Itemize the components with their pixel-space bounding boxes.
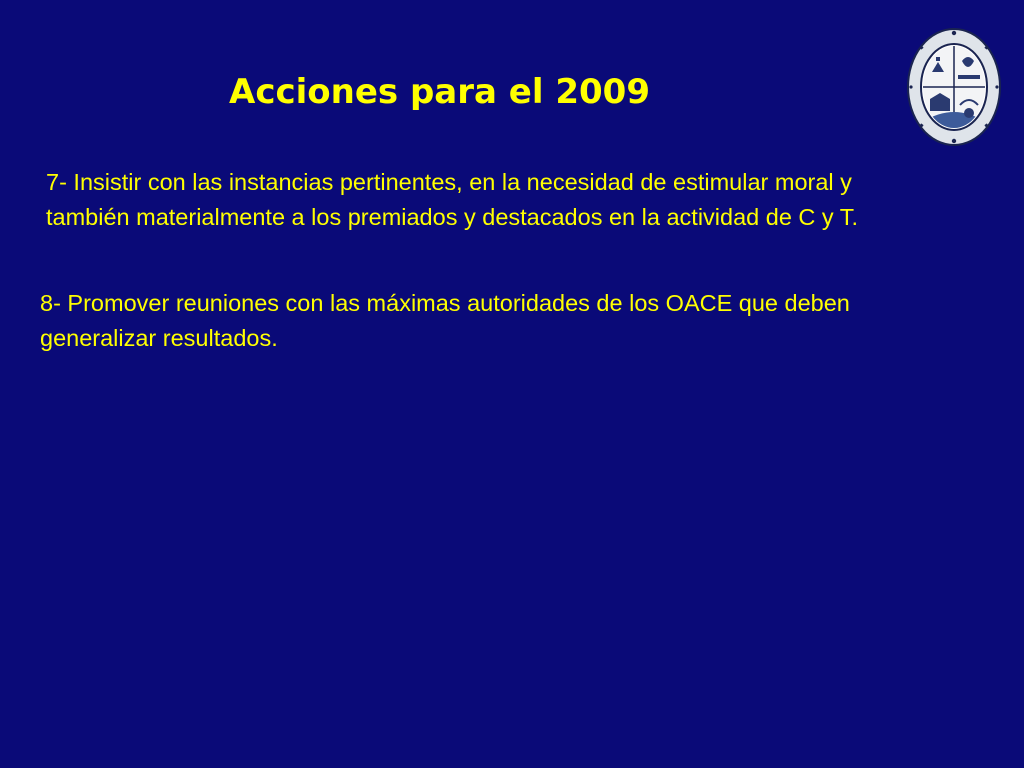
university-seal-icon	[906, 27, 1002, 147]
action-item-7: 7- Insistir con las instancias pertinentes, en la necesidad de estimular moral y también materialmente a los premiados y destacados en la actividad de C y T.	[46, 169, 859, 230]
action-item-8: 8- Promover reuniones con las máximas autoridades de los OACE que deben generalizar resultados.	[40, 290, 850, 351]
slide-title: Acciones para el 2009	[229, 72, 650, 112]
